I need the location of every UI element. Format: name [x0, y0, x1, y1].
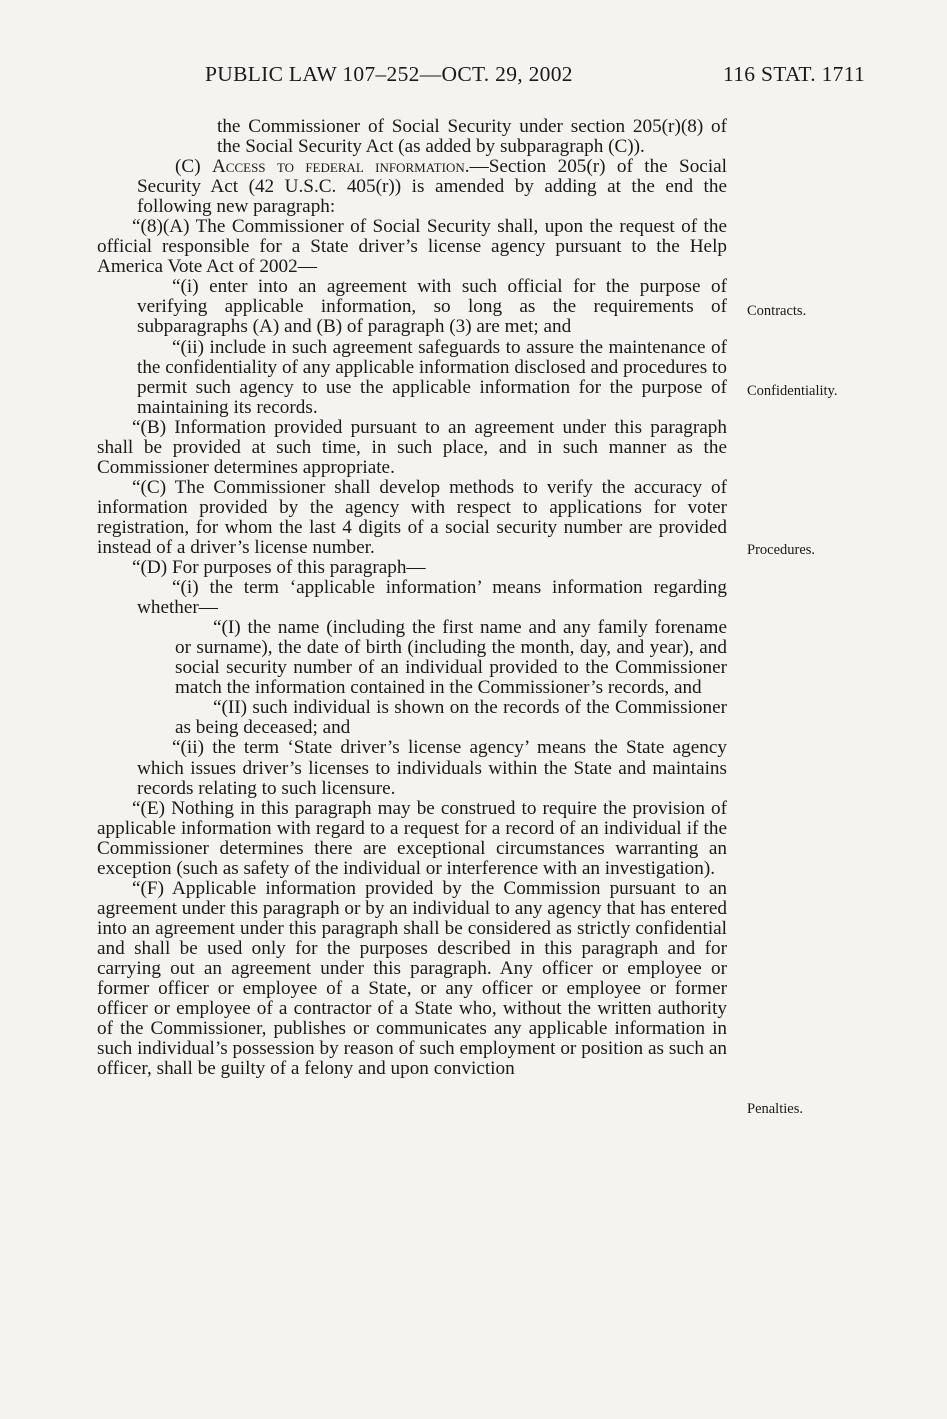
- statute-body: [97, 117, 727, 1079]
- paragraph-c-access: [97, 157, 727, 217]
- clause-d-i: “(i) the term ‘applicable information’ means information regarding whether—: [137, 577, 727, 619]
- running-head: PUBLIC LAW 107–252—OCT. 29, 2002: [205, 62, 573, 86]
- subclause-II: “(II) such individual is shown on the records of the Commissioner as being deceased; and: [175, 697, 727, 739]
- margin-note-procedures: Procedures.: [747, 542, 816, 558]
- page-header: [205, 62, 865, 94]
- clause-ii: “(ii) include in such agreement safeguards to assure the maintenance of the confidentiality of any applicable information disclosed and procedures to permit such agency to use the applicable information for the purpose of maintaining its records.: [137, 336, 727, 418]
- statute-page-number: 116 STAT. 1711: [722, 62, 865, 86]
- paragraph-body: .—Section 205(r) of the Social Security Act (42 U.S.C. 405(r)) is amended by adding at the end the following new paragraph:: [137, 156, 727, 218]
- paragraph-b: “(B) Information provided pursuant to an agreement under this paragraph shall be provided at such time, in such place, and in such manner as the Commissioner determines appropriate.: [97, 416, 727, 478]
- margin-note-penalties: Penalties.: [747, 1101, 803, 1117]
- paragraph-d: “(D) For purposes of this paragraph—: [132, 557, 426, 579]
- paragraph-e: “(E) Nothing in this paragraph may be construed to require the provision of applicable information with regard to a request for a record of an individual if the Commissioner determines there are exceptional circumstances warranting an exception (such as safety of the individual or interference with an investigation).: [97, 797, 727, 879]
- clause-d-ii: “(ii) the term ‘State driver’s license agency’ means the State agency which issues driver’s licenses to individuals within the State and maintains records relating to such licensure.: [137, 737, 727, 799]
- paragraph-f: “(F) Applicable information provided by the Commission pursuant to an agreement under this paragraph or by an individual to any agency that has entered into an agreement under this paragraph shall be considered as strictly confidential and shall be used only for the purposes described in this paragraph and for carrying out an agreement under this paragraph. Any officer or employee or former officer or employee of a State, or any officer or employee or former officer or employee of a contractor of a State who, without the written authority of the Commissioner, publishes or communicates any applicable information in such individual’s possession by reason of such employment or position as such an officer, shall be guilty of a felony and upon conviction: [97, 877, 727, 1080]
- paragraph-8a: “(8)(A) The Commissioner of Social Security shall, upon the request of the official responsible for a State driver’s license agency pursuant to the Help America Vote Act of 2002—: [97, 216, 727, 278]
- paragraph-heading: Access to federal information: [211, 156, 465, 178]
- margin-note-confidentiality: Confidentiality.: [747, 383, 838, 399]
- subclause-I: “(I) the name (including the first name and any family forename or surname), the date of birth (including the month, day, and year), and social security number of an individual provided to the Commissioner match the information contained in the Commissioner’s records, and: [175, 617, 727, 699]
- paragraph-c: “(C) The Commissioner shall develop methods to verify the accuracy of information provided by the agency with respect to applications for voter registration, for whom the last 4 digits of a social security number are provided instead of a driver’s license number.: [97, 476, 727, 558]
- margin-note-contracts: Contracts.: [747, 303, 807, 319]
- paragraph-continuation: the Commissioner of Social Security under section 205(r)(8) of the Social Security Act (as added by subparagraph (C)).: [217, 116, 727, 158]
- clause-i: “(i) enter into an agreement with such official for the purpose of verifying applicable information, so long as the requirements of subparagraphs (A) and (B) of paragraph (3) are met; and: [137, 276, 727, 338]
- paragraph-label: (C): [175, 156, 212, 178]
